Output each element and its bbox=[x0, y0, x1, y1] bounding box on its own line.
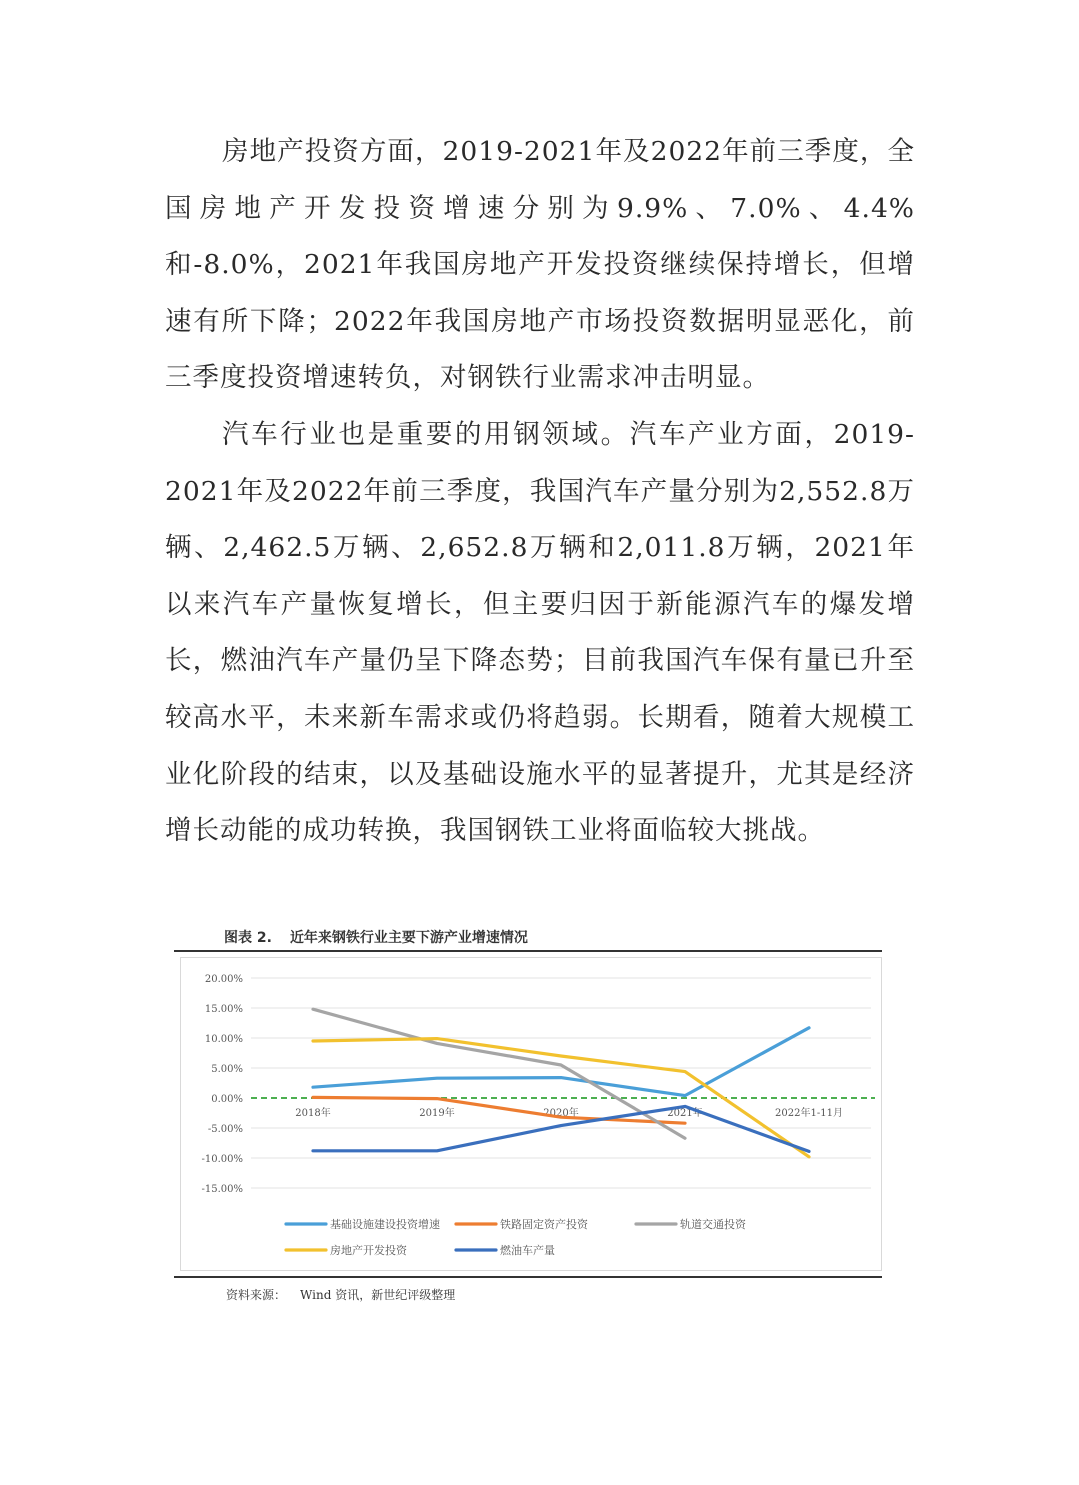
source-text: Wind 资讯，新世纪评级整理 bbox=[300, 1288, 456, 1302]
legend-label: 房地产开发投资 bbox=[330, 1244, 407, 1257]
y-tick-label: -10.00% bbox=[201, 1154, 243, 1165]
figure-title: 近年来钢铁行业主要下游产业增速情况 bbox=[289, 930, 528, 946]
body-text bbox=[165, 124, 915, 860]
x-tick-label: 2021年 bbox=[667, 1108, 703, 1119]
y-tick-label: -15.00% bbox=[201, 1184, 243, 1195]
caption-rule-top bbox=[174, 950, 882, 952]
paragraph-automotive: 汽车行业也是重要的用钢领域。汽车产业方面，2019-2021年及2022年前三季度，我国汽车产量分别为2,552.8万辆、2,462.5万辆、2,652.8万辆和2,011.8万辆，2021年以来汽车产量恢复增长，但主要归因于新能源汽车的爆发增长，燃油汽车产量仍呈下降态势；目前我国汽车保有量已升至较高水平，未来新车需求或仍将趋弱。长期看，随着大规模工业化阶段的结束，以及基础设施水平的显著提升，尤其是经济增长动能的成功转换，我国钢铁工业将面临较大挑战。 bbox=[165, 418, 915, 847]
y-tick-label: 5.00% bbox=[211, 1064, 243, 1075]
x-tick-label: 2019年 bbox=[419, 1108, 455, 1119]
legend-label: 铁路固定资产投资 bbox=[500, 1218, 588, 1231]
y-tick-label: 10.00% bbox=[204, 1034, 243, 1045]
x-tick-label: 2020年 bbox=[543, 1108, 579, 1119]
caption-rule-bottom bbox=[174, 1276, 882, 1278]
y-tick-label: 20.00% bbox=[204, 974, 243, 985]
x-tick-label: 2022年1-11月 bbox=[775, 1108, 843, 1119]
x-tick-label: 2018年 bbox=[295, 1108, 331, 1119]
legend-label: 基础设施建设投资增速 bbox=[330, 1218, 440, 1231]
y-tick-label: 15.00% bbox=[204, 1004, 243, 1015]
line-chart bbox=[181, 958, 881, 1270]
series-line bbox=[313, 1009, 685, 1138]
figure-caption bbox=[224, 927, 546, 947]
figure-label: 图表 2. bbox=[224, 930, 272, 946]
y-tick-label: -5.00% bbox=[207, 1124, 243, 1135]
legend-label: 轨道交通投资 bbox=[680, 1218, 746, 1231]
chart-container bbox=[180, 957, 882, 1271]
paragraph-real-estate: 房地产投资方面，2019-2021年及2022年前三季度，全国房地产开发投资增速分别为9.9%、7.0%、4.4%和-8.0%，2021年我国房地产开发投资继续保持增长，但增速有所下降；2022年我国房地产市场投资数据明显恶化，前三季度投资增速转负，对钢铁行业需求冲击明显。 bbox=[165, 136, 915, 394]
source-note bbox=[226, 1286, 469, 1303]
legend-label: 燃油车产量 bbox=[500, 1244, 555, 1257]
source-label: 资料来源： bbox=[226, 1288, 287, 1302]
series-line bbox=[313, 1097, 685, 1123]
y-tick-label: 0.00% bbox=[211, 1094, 243, 1105]
